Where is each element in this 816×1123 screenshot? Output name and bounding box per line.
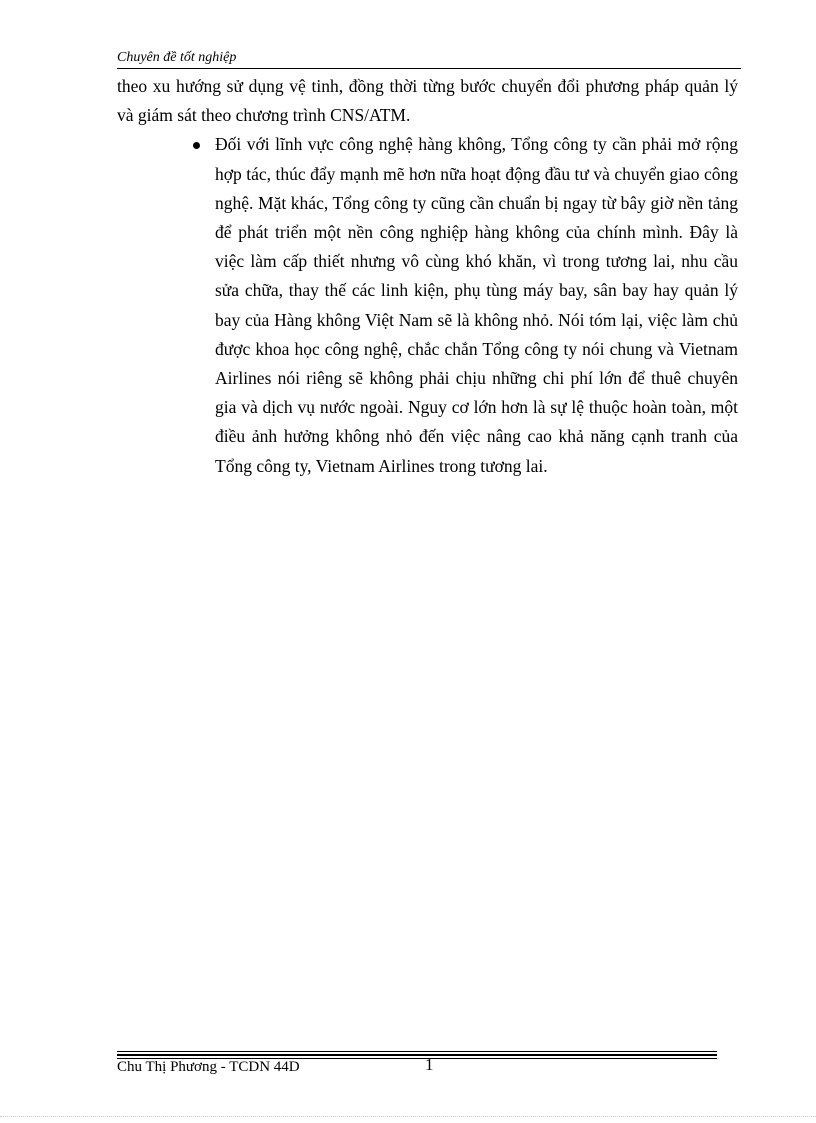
bullet-list-item — [117, 130, 738, 480]
header-title: Chuyên đề tốt nghiệp — [117, 50, 237, 65]
page-bottom-border — [0, 1116, 816, 1117]
footer-author: Chu Thị Phương - TCDN 44D — [117, 1059, 300, 1075]
footer-rule — [117, 1051, 717, 1052]
bullet-icon — [193, 142, 200, 149]
bullet-text: Đối với lĩnh vực công nghệ hàng không, Tổng công ty cần phải mở rộng hợp tác, thúc đẩy mạnh mẽ hơn nữa hoạt động đầu tư và chuyển giao công nghệ. Mặt khác, Tổng công ty cũng cần chuẩn bị ngay từ bây giờ nền tảng để phát triển một nền công nghiệp hàng không của chính mình. Đây là việc làm cấp thiết nhưng vô cùng khó khăn, vì trong tương lai, nhu cầu sửa chữa, thay thế các linh kiện, phụ tùng máy bay, sân bay hay quản lý bay của Hàng không Việt Nam sẽ là không nhỏ. Nói tóm lại, việc làm chủ được khoa học công nghệ, chắc chắn Tổng công ty nói chung và Vietnam Airlines nói riêng sẽ không phải chịu những chi phí lớn để thuê chuyên gia và dịch vụ nước ngoài. Nguy cơ lớn hơn là sự lệ thuộc hoàn toàn, một điều ảnh hưởng không nhỏ đến việc nâng cao khả năng cạnh tranh của Tổng công ty, Vietnam Airlines trong tương lai. — [215, 134, 738, 476]
document-body — [117, 72, 738, 481]
footer-rule — [117, 1054, 717, 1056]
intro-paragraph: theo xu hướng sử dụng vệ tinh, đồng thời từng bước chuyển đổi phương pháp quản lý và giám sát theo chương trình CNS/ATM. — [117, 76, 738, 126]
page-number: 1 — [425, 1055, 434, 1074]
page-header — [117, 48, 741, 69]
